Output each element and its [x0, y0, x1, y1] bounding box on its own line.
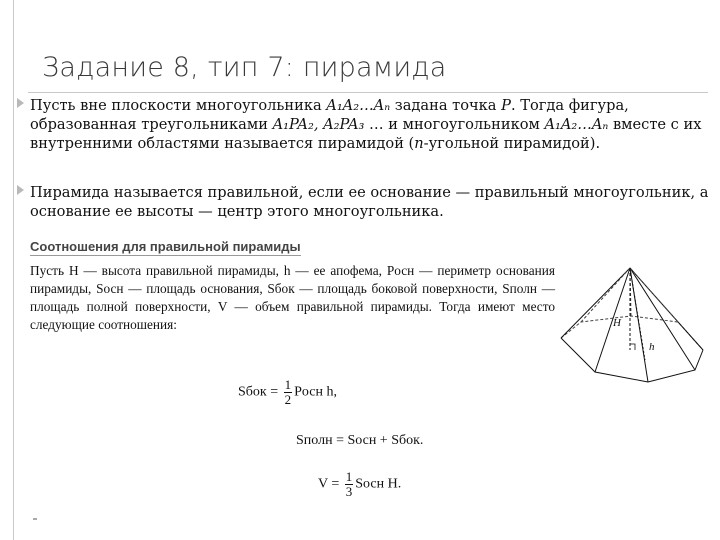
point-notation: P — [501, 97, 511, 114]
triangles-notation: A₁PA₂, A₂PA₃ — [272, 116, 365, 133]
fraction — [345, 470, 354, 499]
title-divider — [28, 92, 708, 93]
right-angle-mark — [630, 344, 635, 350]
bullet-arrow-icon — [17, 98, 24, 108]
text-segment: задана точка — [390, 97, 502, 114]
fraction — [284, 378, 293, 407]
text-segment: -угольной пирамидой). — [423, 135, 601, 152]
fraction-denominator: 3 — [345, 484, 353, 499]
polygon-notation: A₁A₂…Aₙ — [544, 116, 609, 133]
text-segment: Пусть вне плоскости многоугольника — [30, 97, 327, 114]
formula-volume — [318, 470, 401, 499]
formula-lateral-area — [238, 378, 337, 407]
fraction-numerator: 1 — [284, 377, 292, 392]
fraction-denominator: 2 — [284, 392, 292, 407]
excerpt-text: Пусть H — высота правильной пирамиды, h — ее апофема, Pосн — периметр основания пирамиды, Sосн — площадь основания, Sбок — площадь боковой поверхности, Sполн — площадь полной поверхности, V — объем правильной пирамиды. Тогда имеют место следующие соотношения: — [30, 263, 555, 332]
bullet-arrow-icon — [17, 185, 24, 195]
regular-pyramid-paragraph: Пирамида называется правильной, если ее основание — правильный многоугольник, а основание ее высоты — центр этого многоугольника. — [30, 184, 709, 220]
apothem-label: h — [649, 341, 655, 353]
pyramid-definition-paragraph — [30, 96, 715, 153]
left-border-line — [13, 0, 14, 540]
lateral-edge — [630, 268, 695, 370]
formula-rhs: Sосн H. — [355, 476, 402, 492]
text-segment: . Тогда фигура, образованная треугольниками — [30, 97, 629, 133]
height-label: H — [613, 317, 621, 329]
base-front-edges — [561, 338, 703, 382]
pyramid-figure — [553, 260, 713, 390]
formula-rhs: Pосн h, — [294, 384, 337, 400]
text-segment: … и многоугольником — [364, 116, 545, 133]
excerpt-heading: Соотношения для правильной пирамиды — [30, 239, 301, 254]
formula-total-area: Sполн = Sосн + Sбок. — [296, 433, 424, 448]
n-notation: n — [414, 135, 424, 152]
hidden-lateral-edge — [581, 268, 630, 322]
formula-lhs: Sбок = — [238, 384, 282, 400]
page-marker — [33, 518, 37, 520]
formula-lhs: V = — [318, 476, 343, 492]
fraction-numerator: 1 — [345, 469, 353, 484]
slide-title: Задание 8, тип 7: пирамида — [42, 52, 447, 83]
text-segment: вместе с их внутренними областями называется пирамидой ( — [30, 116, 702, 152]
scanned-excerpt — [30, 238, 555, 334]
polygon-notation: A₁A₂…Aₙ — [326, 97, 391, 114]
